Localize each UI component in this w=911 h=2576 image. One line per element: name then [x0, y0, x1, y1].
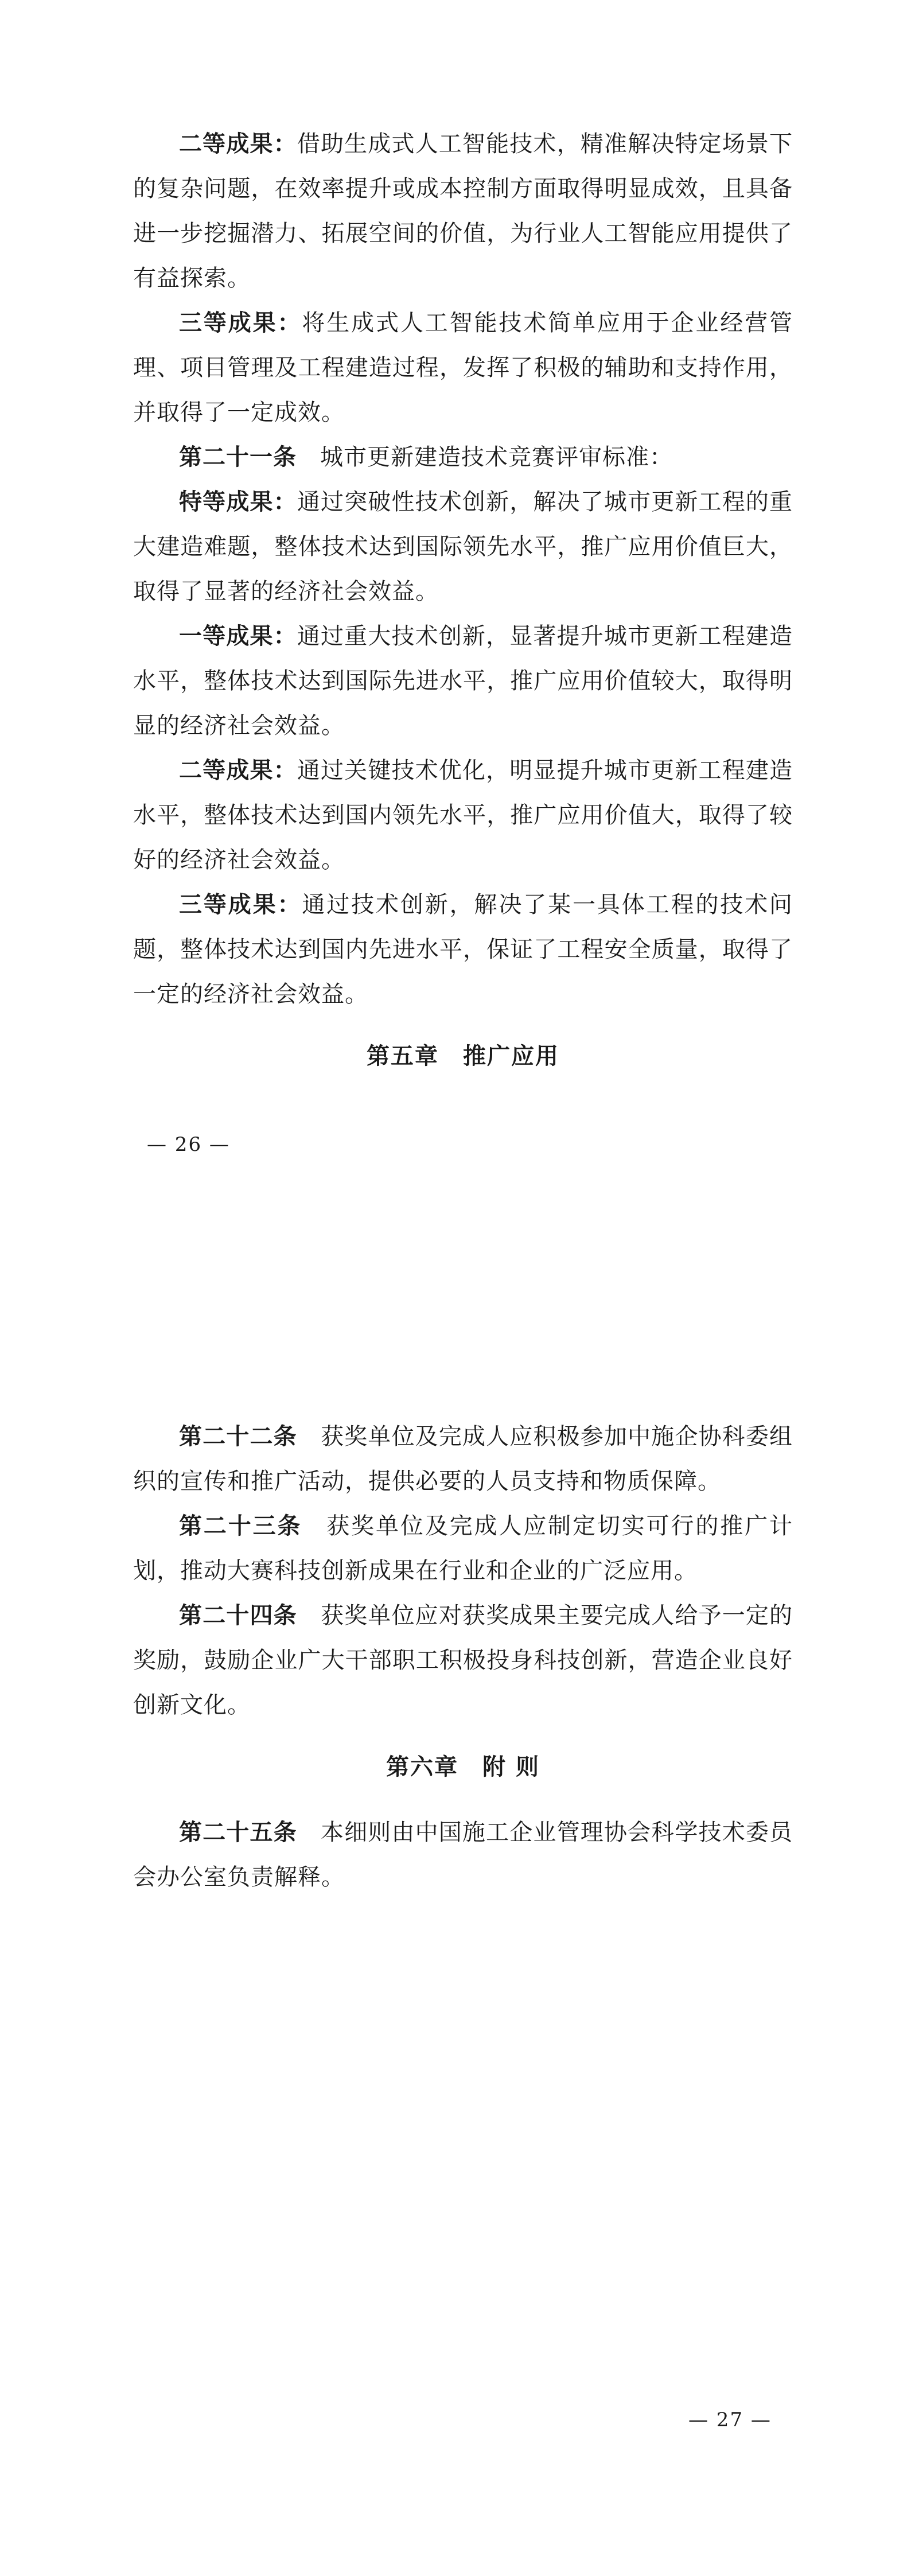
paragraph-second-prize-urban: [133, 748, 793, 882]
paragraph-lead: 三等成果：: [179, 891, 302, 918]
page-body: [133, 122, 793, 1099]
paragraph-text: 将生成式人工智能技术简单应用于企业经营管理、项目管理及工程建造过程，发挥了积极的辅助和支持作用，并取得了一定成效。: [133, 310, 793, 426]
paragraph-text: 获奖单位及完成人应制定切实可行的推广计划，推动大赛科技创新成果在行业和企业的广泛应用。: [133, 1513, 793, 1584]
paragraph-lead: 第二十二条: [179, 1423, 297, 1450]
paragraph-text: 城市更新建造技术竞赛评审标准：: [297, 444, 673, 470]
paragraph-second-prize-ai: [133, 122, 793, 301]
paragraph-article-22: [133, 1414, 793, 1504]
paragraph-text: 通过技术创新，解决了某一具体工程的技术问题，整体技术达到国内先进水平，保证了工程安全质量，取得了一定的经济社会效益。: [133, 892, 793, 1007]
page-body: [133, 1414, 793, 1900]
paragraph-text: 借助生成式人工智能技术，精准解决特定场景下的复杂问题，在效率提升或成本控制方面取得明显成效，且具备进一步挖掘潜力、拓展空间的价值，为行业人工智能应用提供了有益探索。: [133, 131, 793, 291]
paragraph-special-prize-urban: [133, 480, 793, 614]
paragraph-text: 获奖单位应对获奖成果主要完成人给予一定的奖励，鼓励企业广大干部职工积极投身科技创新，营造企业良好创新文化。: [133, 1602, 793, 1718]
chapter-heading-5: 第五章 推广应用: [367, 1042, 559, 1069]
paragraph-lead: 特等成果：: [179, 488, 297, 515]
paragraph-lead: 一等成果：: [179, 622, 297, 649]
paragraph-third-prize-ai: [133, 301, 793, 435]
paragraph-lead: 第二十五条: [179, 1819, 297, 1846]
paragraph-lead: 第二十四条: [179, 1602, 297, 1629]
paragraph-article-23: [133, 1504, 793, 1593]
paragraph-lead: 第二十一条: [179, 443, 297, 470]
paragraph-text: 获奖单位及完成人应积极参加中施企协科委组织的宣传和推广活动，提供必要的人员支持和物质保障。: [133, 1423, 793, 1495]
paragraph-article-24: [133, 1593, 793, 1727]
page-number: — 27 —: [688, 2408, 772, 2431]
page-number: — 26 —: [147, 1133, 230, 1156]
paragraph-text: 本细则由中国施工企业管理协会科学技术委员会办公室负责解释。: [133, 1819, 793, 1890]
paragraph-text: 通过突破性技术创新，解决了城市更新工程的重大建造难题，整体技术达到国际领先水平，推广应用价值巨大，取得了显著的经济社会效益。: [133, 489, 793, 605]
paragraph-text: 通过关键技术优化，明显提升城市更新工程建造水平，整体技术达到国内领先水平，推广应用价值大，取得了较好的经济社会效益。: [133, 757, 793, 873]
paragraph-lead: 二等成果：: [179, 757, 297, 784]
document-page-27: [0, 1285, 911, 2576]
paragraph-first-prize-urban: [133, 614, 793, 748]
chapter-heading-6: 第六章 附 则: [386, 1753, 540, 1780]
paragraph-text: 通过重大技术创新，显著提升城市更新工程建造水平，整体技术达到国际先进水平，推广应用价值较大，取得明显的经济社会效益。: [133, 623, 793, 739]
paragraph-lead: 第二十三条: [179, 1512, 302, 1539]
paragraph-lead: 二等成果：: [179, 130, 297, 157]
document-page-26: [0, 0, 911, 1285]
paragraph-third-prize-urban: [133, 882, 793, 1017]
paragraph-article-21: [133, 435, 793, 480]
paragraph-article-25: [133, 1810, 793, 1900]
paragraph-lead: 三等成果：: [179, 309, 302, 336]
